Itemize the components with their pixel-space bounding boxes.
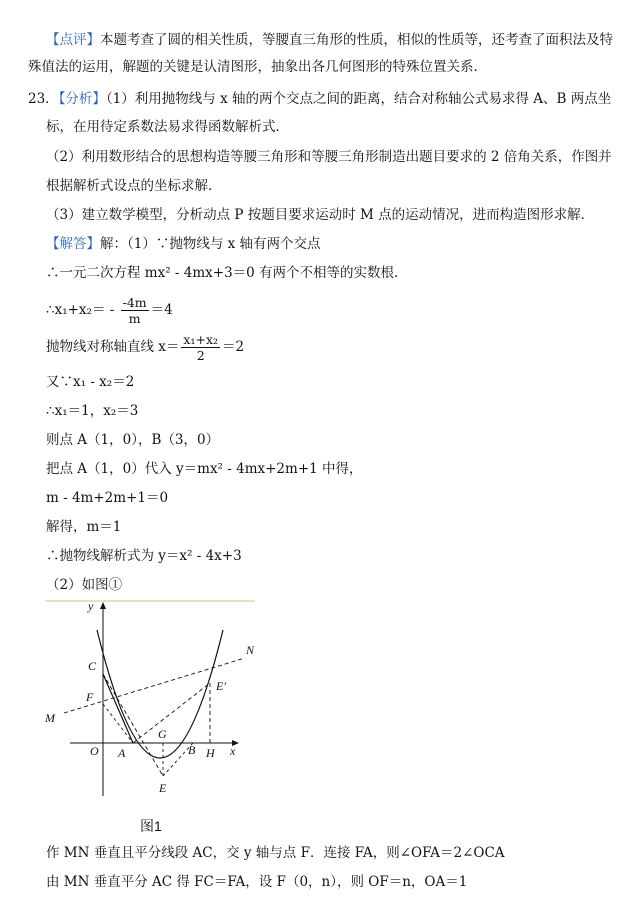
solution-line-5	[46, 372, 134, 392]
tail-line-2	[46, 872, 467, 892]
label-n: N	[246, 643, 255, 657]
solution-line-1	[46, 234, 321, 254]
label-c: C	[88, 659, 97, 673]
solution-tag: 【解答】	[46, 236, 100, 252]
tail-line-1	[46, 843, 505, 863]
solution-text-9: m - 4m+2m+1＝0	[46, 490, 169, 506]
solution-text-6: ∴x₁＝1，x₂＝3	[46, 403, 139, 419]
fraction-numerator: x₁+x₂	[183, 332, 219, 347]
label-b: B	[188, 743, 196, 757]
solution-text-5: 又∵x₁ - x₂＝2	[46, 374, 135, 390]
solution-line-8	[46, 459, 363, 479]
sum-roots-prefix: ∴x₁+x₂＝ -	[46, 302, 119, 318]
solution-line-7	[46, 430, 219, 450]
fraction-denominator: m	[128, 311, 141, 326]
fraction-numerator: -4m	[122, 295, 147, 310]
solution-text-7: 则点 A（1，0），B（3，0）	[46, 432, 220, 448]
analysis-text-3: （3）建立数学模型，分析动点 P 按题目要求运动时 M 点的运动情况，进而构造图形求解．	[46, 207, 595, 223]
q23-analysis-line-2	[46, 117, 289, 137]
solution-text-10: 解得，m＝1	[46, 519, 122, 535]
q23-analysis-line-4	[46, 176, 222, 196]
solution-line-6	[46, 401, 138, 421]
review-line-2	[28, 57, 487, 77]
analysis-text-2a: （2）利用数形结合的思想构造等腰三角形和等腰三角形制造出题目要求的 2 倍角关系，作图并	[46, 149, 612, 165]
solution-text-8: 把点 A（1，0）代入 y＝mx² - 4mx+2m+1 中得，	[46, 461, 363, 477]
solution-line-2	[46, 263, 408, 283]
review-text-1: 本题考查了圆的相关性质，等腰直三角形的性质，相似的性质等，还考查了面积法及特	[100, 32, 613, 48]
label-e-prime: E′	[216, 679, 226, 693]
q23-analysis-line-5	[46, 205, 594, 225]
figure-caption: 图1	[140, 818, 162, 834]
y-axis-arrow	[100, 602, 106, 609]
segment-ae-prime	[133, 683, 210, 743]
analysis-text-1b: 标，在用待定系数法易求得函数解析式．	[46, 119, 289, 135]
review-line-1	[46, 30, 613, 50]
label-x: x	[230, 744, 236, 758]
fraction-denominator: 2	[196, 348, 205, 363]
solution-line-10	[46, 517, 121, 537]
label-f: F	[86, 690, 94, 704]
solution-line-9	[46, 488, 168, 508]
solution-text-12: （2）如图①	[46, 577, 123, 593]
label-m: M	[45, 711, 55, 725]
label-o: O	[90, 744, 99, 758]
question-number: 23．	[28, 91, 59, 107]
axis-result: ＝2	[222, 339, 245, 355]
solution-text-11: ∴抛物线解析式为 y＝x² - 4x+3	[46, 548, 242, 564]
sum-roots-fraction	[121, 295, 149, 326]
label-y: y	[88, 599, 94, 613]
q23-analysis-line-1	[28, 89, 611, 109]
segment-ca	[103, 674, 133, 743]
analysis-tag: 【分析】	[58, 91, 106, 107]
solution-line-11	[46, 546, 242, 566]
solution-line-4	[46, 329, 244, 365]
tail-text-2: 由 MN 垂直平分 AC 得 FC＝FA，设 F（0，n），则 OF＝n，OA＝1	[46, 874, 468, 890]
label-e: E	[159, 781, 167, 795]
parabola-figure	[40, 596, 270, 841]
segment-ce	[103, 674, 163, 776]
solution-text-1: 解：（1）∵抛物线与 x 轴有两个交点	[100, 236, 321, 252]
analysis-text-1a: （1）利用抛物线与 x 轴的两个交点之间的距离，结合对称轴公式易求得 A、B 两点坐	[105, 91, 612, 107]
tail-text-1: 作 MN 垂直且平分线段 AC，交 y 轴与点 F．连接 FA，则∠OFA＝2∠OCA	[46, 845, 505, 861]
sum-roots-result: ＝4	[150, 302, 173, 318]
axis-fraction	[181, 332, 220, 363]
label-h: H	[206, 746, 215, 760]
review-text-2: 殊值法的运用，解题的关键是认清图形，抽象出各几何图形的特殊位置关系．	[28, 59, 487, 75]
axis-prefix: 抛物线对称轴直线 x＝	[46, 339, 180, 355]
review-tag: 【点评】	[46, 32, 100, 48]
q23-analysis-line-3	[46, 147, 612, 167]
solution-line-3	[46, 292, 173, 328]
solution-line-12	[46, 575, 122, 595]
solution-text-2: ∴一元二次方程 mx² - 4mx+3＝0 有两个不相等的实数根．	[46, 265, 408, 281]
label-g: G	[158, 727, 167, 741]
analysis-text-2b: 根据解析式设点的坐标求解．	[46, 178, 222, 194]
label-a: A	[118, 746, 126, 760]
